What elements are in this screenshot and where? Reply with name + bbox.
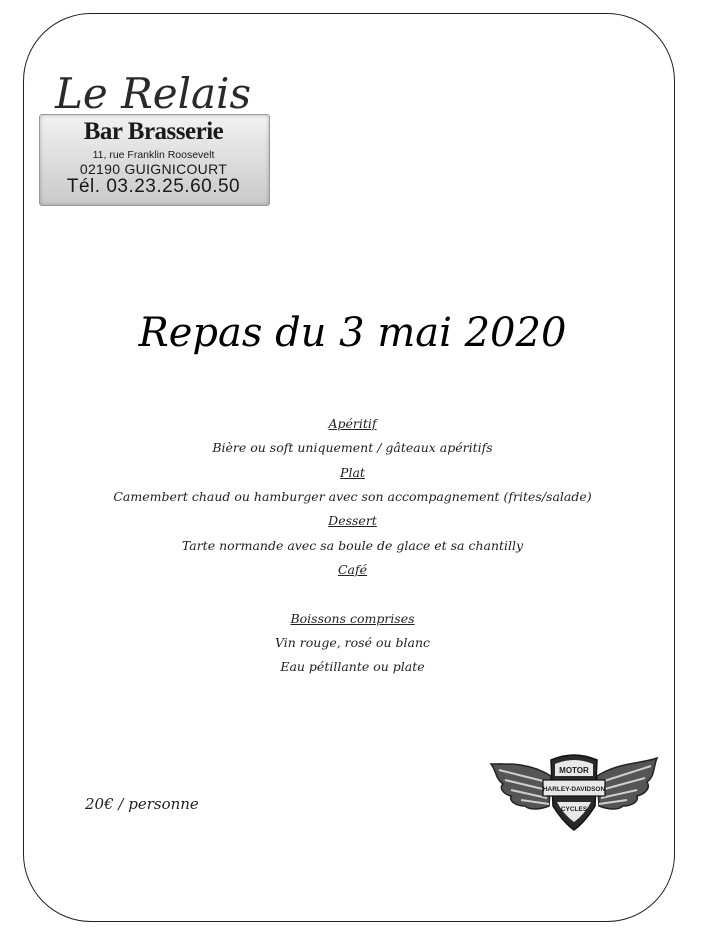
- logo-phone: Tél. 03.23.25.60.50: [66, 176, 241, 197]
- dessert-text: Tarte normande avec sa boule de glace et sa chantilly: [181, 538, 524, 553]
- logo-script-name: [51, 62, 271, 122]
- logo-business-type: Bar Brasserie: [83, 118, 224, 145]
- cafe-heading: Café: [337, 562, 368, 577]
- boissons-heading: Boissons comprises: [290, 611, 415, 626]
- price: 20€ / personne: [85, 795, 199, 813]
- restaurant-logo: [39, 62, 270, 206]
- harley-davidson-emblem: [489, 750, 659, 832]
- aperitif-heading: Apéritif: [328, 416, 377, 431]
- logo-city: 02190 GUIGNICOURT: [79, 161, 228, 177]
- svg-text:CYCLES: CYCLES: [560, 806, 588, 813]
- boissons-line-2: Eau pétillante ou plate: [280, 659, 425, 674]
- boissons-line-1: Vin rouge, rosé ou blanc: [274, 635, 431, 650]
- aperitif-text: Bière ou soft uniquement / gâteaux apéritifs: [212, 440, 493, 455]
- svg-text:MOTOR: MOTOR: [559, 766, 589, 775]
- svg-text:HARLEY-DAVIDSON: HARLEY-DAVIDSON: [542, 786, 606, 793]
- plat-text: Camembert chaud ou hamburger avec son accompagnement (frites/salade): [113, 489, 592, 504]
- svg-text:Le Relais: Le Relais: [55, 69, 252, 118]
- page-title: Repas du 3 mai 2020: [138, 310, 567, 356]
- dessert-heading: Dessert: [328, 513, 377, 528]
- logo-street: 11, rue Franklin Roosevelt: [92, 149, 215, 161]
- plat-heading: Plat: [340, 465, 365, 480]
